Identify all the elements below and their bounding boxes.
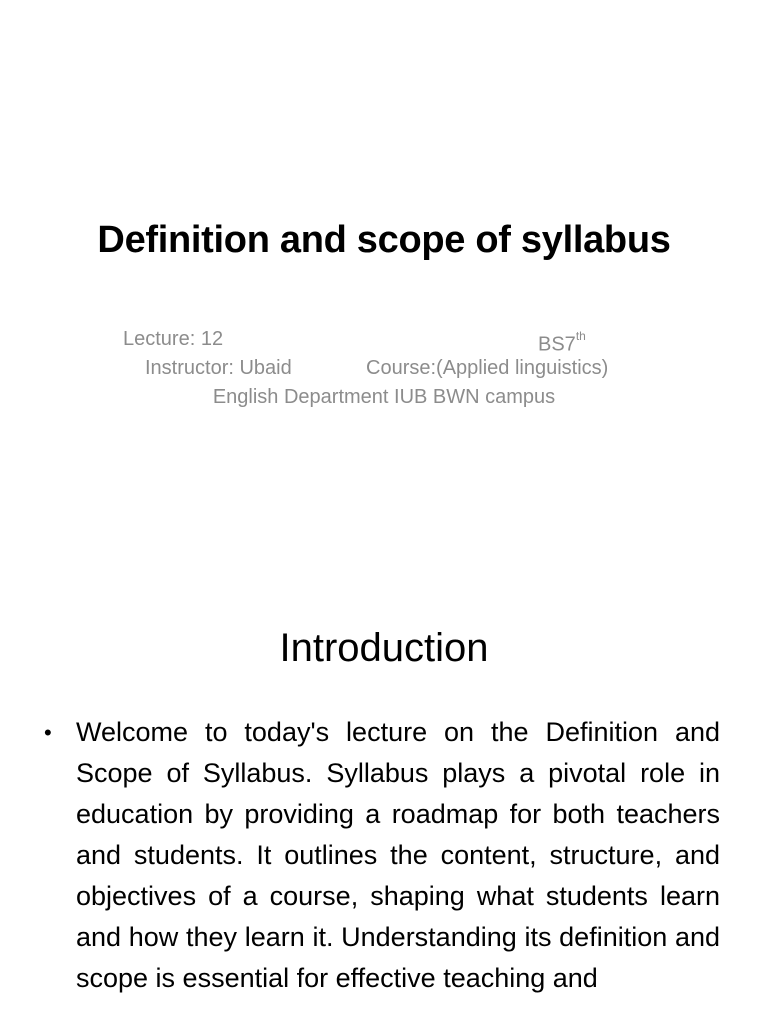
instructor-name: Instructor: Ubaid	[145, 357, 292, 379]
slide-title: Definition and scope of syllabus	[97, 219, 671, 261]
bullet-list	[0, 712, 768, 999]
introduction-heading: Introduction	[279, 626, 489, 670]
course-name: Course:(Applied linguistics)	[366, 357, 609, 379]
batch-text: BS7	[538, 333, 576, 356]
bullet-text: Welcome to today's lecture on the Definition and Scope of Syllabus. Syllabus plays a pivotal role in education by providing a roadmap for both teachers and students. It outlines the content, structure, and objectives of a course, shaping what students learn and how they learn it. Understanding its definition and scope is essential for effective teaching and	[76, 717, 720, 993]
bullet-marker: •	[44, 720, 52, 745]
batch-superscript: th	[575, 329, 586, 343]
slide-subtitle	[0, 325, 768, 412]
subtitle-line-2	[0, 354, 768, 383]
bullet-item	[0, 712, 768, 999]
subtitle-line-3	[0, 383, 768, 412]
introduction-slide	[0, 576, 768, 1024]
lecture-number: Lecture: 12	[123, 328, 224, 350]
subtitle-line-1	[0, 325, 768, 354]
department-name: English Department IUB BWN campus	[212, 386, 556, 408]
